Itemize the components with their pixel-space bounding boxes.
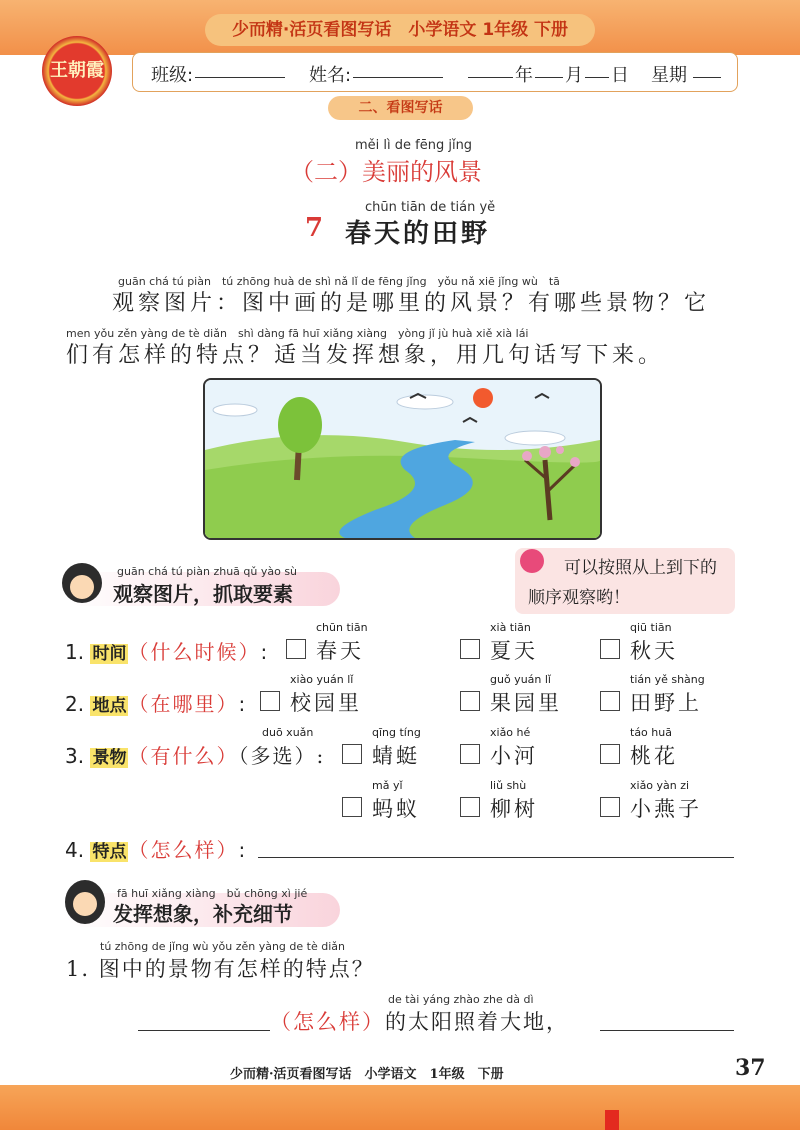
q1-row (65, 636, 267, 665)
q3-extra: （多选）: (238, 744, 326, 768)
option-pinyin: qiū tiān (630, 621, 672, 634)
checkbox[interactable] (342, 797, 362, 817)
student-info-box (132, 52, 738, 92)
option-pinyin: tián yě shàng (630, 673, 705, 686)
option-label: 秋天 (630, 639, 678, 663)
month-label: 月 (565, 65, 583, 86)
option-label: 小河 (490, 744, 538, 768)
option-label: 蜻蜓 (372, 744, 420, 768)
checkbox[interactable] (260, 691, 280, 711)
prompt-line-2: 们有怎样的特点？适当发挥想象，用几句话写下来。 (66, 343, 665, 368)
lesson-number: 7 (305, 213, 324, 243)
weekday-field[interactable] (693, 77, 721, 78)
q4-answer-line[interactable] (258, 857, 734, 858)
unit-title: （二）美丽的风景 (290, 158, 482, 186)
weekday-label: 星期 (651, 65, 687, 86)
fill-text: 的太阳照着大地， (385, 1010, 569, 1034)
prompt-line-1: 观察图片：图中画的是哪里的风景？有哪些景物？它 (112, 291, 711, 316)
checkbox[interactable] (342, 744, 362, 764)
fill-hint: （怎么样） (270, 1010, 385, 1034)
page-marker (605, 1110, 619, 1130)
option-label: 柳树 (490, 797, 538, 821)
q3-num: 3. (65, 744, 85, 768)
tip-text: 可以按照从上到下的顺序观察哟！ (528, 558, 717, 608)
year-label: 年 (515, 65, 533, 86)
option-label: 校园里 (290, 691, 362, 715)
option-label: 桃花 (630, 744, 678, 768)
page-number: 37 (735, 1055, 766, 1081)
checkbox[interactable] (600, 744, 620, 764)
option-pinyin: xiǎo hé (490, 726, 531, 739)
q1-hint: （什么时候） (128, 640, 261, 664)
q1-key: 时间 (92, 644, 127, 664)
lesson-title: 春天的田野 (345, 219, 491, 249)
q2-row (65, 688, 245, 717)
q2-key: 地点 (92, 696, 127, 716)
month-field[interactable] (535, 77, 563, 78)
checkbox[interactable] (600, 639, 620, 659)
option-pinyin: chūn tiān (316, 621, 368, 634)
day-field[interactable] (585, 77, 609, 78)
imagine-question: 1. 图中的景物有怎样的特点？ (66, 957, 375, 981)
option-pinyin: mǎ yǐ (372, 779, 403, 792)
prompt-pinyin-1: guān chá tú piàn tú zhōng huà de shì nǎ lǐ de fēng jǐng yǒu nǎ xiē jǐng wù tā (118, 275, 560, 288)
unit-pinyin: měi lì de fēng jǐng (355, 138, 473, 153)
option-label: 蚂蚁 (372, 797, 420, 821)
option-label: 小燕子 (630, 797, 702, 821)
year-field[interactable] (468, 77, 513, 78)
checkbox[interactable] (460, 744, 480, 764)
option-pinyin: táo huā (630, 726, 672, 739)
section-tab: 二、看图写话 (328, 96, 473, 120)
checkbox[interactable] (460, 691, 480, 711)
footer-text: 少而精·活页看图写话 小学语文 1年级 下册 (230, 1067, 504, 1082)
publisher-logo: 王朝霞 (42, 36, 112, 106)
option-label: 春天 (316, 639, 364, 663)
option-label: 夏天 (490, 639, 538, 663)
q3-extra-pinyin: duō xuǎn (262, 726, 314, 739)
q2-hint: （在哪里） (128, 692, 239, 716)
footer-band (0, 1085, 800, 1130)
checkbox[interactable] (460, 797, 480, 817)
q4-num: 4. (65, 838, 85, 862)
q4-colon: : (238, 838, 246, 862)
imagine-pinyin: fā huī xiǎng xiàng bǔ chōng xì jié (117, 887, 308, 900)
q3-key: 景物 (92, 748, 127, 768)
q3-row (65, 740, 325, 769)
option-pinyin: qīng tíng (372, 726, 421, 739)
imagine-question-pinyin: tú zhōng de jǐng wù yǒu zěn yàng de tè diǎn (100, 940, 345, 953)
q4-row (65, 834, 245, 863)
name-label: 姓名: (309, 65, 352, 86)
q4-key: 特点 (92, 842, 127, 862)
option-pinyin: xià tiān (490, 621, 531, 634)
spring-field-illustration (203, 378, 602, 540)
fill-pinyin: de tài yáng zhào zhe dà dì (388, 993, 534, 1006)
q4-hint: （怎么样） (128, 838, 239, 862)
checkbox[interactable] (600, 797, 620, 817)
option-label: 果园里 (490, 691, 562, 715)
option-pinyin: xiào yuán lǐ (290, 673, 354, 686)
q2-colon: : (238, 692, 246, 716)
child-reading-icon (62, 563, 102, 603)
name-field[interactable] (353, 77, 443, 78)
q3-hint: （有什么） (128, 744, 239, 768)
checkbox[interactable] (600, 691, 620, 711)
option-pinyin: guǒ yuán lǐ (490, 673, 551, 686)
checkbox[interactable] (286, 639, 306, 659)
fill-blank-2[interactable] (600, 1030, 734, 1031)
fill-blank-1[interactable] (138, 1030, 270, 1031)
prompt-pinyin-2: men yǒu zěn yàng de tè diǎn shì dàng fā huī xiǎng xiàng yòng jǐ jù huà xiě xià lái (66, 327, 529, 340)
day-label: 日 (611, 65, 629, 86)
observe-pinyin: guān chá tú piàn zhuā qǔ yào sù (117, 565, 298, 578)
series-title: 少而精·活页看图写话 小学语文 1年级 下册 (205, 14, 595, 46)
class-field[interactable] (195, 77, 285, 78)
option-label: 田野上 (630, 691, 702, 715)
option-pinyin: liǔ shù (490, 779, 527, 792)
checkbox[interactable] (460, 639, 480, 659)
observe-title: 观察图片，抓取要素 (113, 582, 293, 606)
option-pinyin: xiǎo yàn zi (630, 779, 690, 792)
q1-num: 1. (65, 640, 85, 664)
lesson-pinyin: chūn tiān de tián yě (365, 200, 496, 215)
q2-num: 2. (65, 692, 85, 716)
class-label: 班级: (151, 65, 194, 86)
imagine-title: 发挥想象，补充细节 (113, 902, 293, 926)
child-writing-icon (65, 880, 105, 924)
q1-colon: : (260, 640, 268, 664)
